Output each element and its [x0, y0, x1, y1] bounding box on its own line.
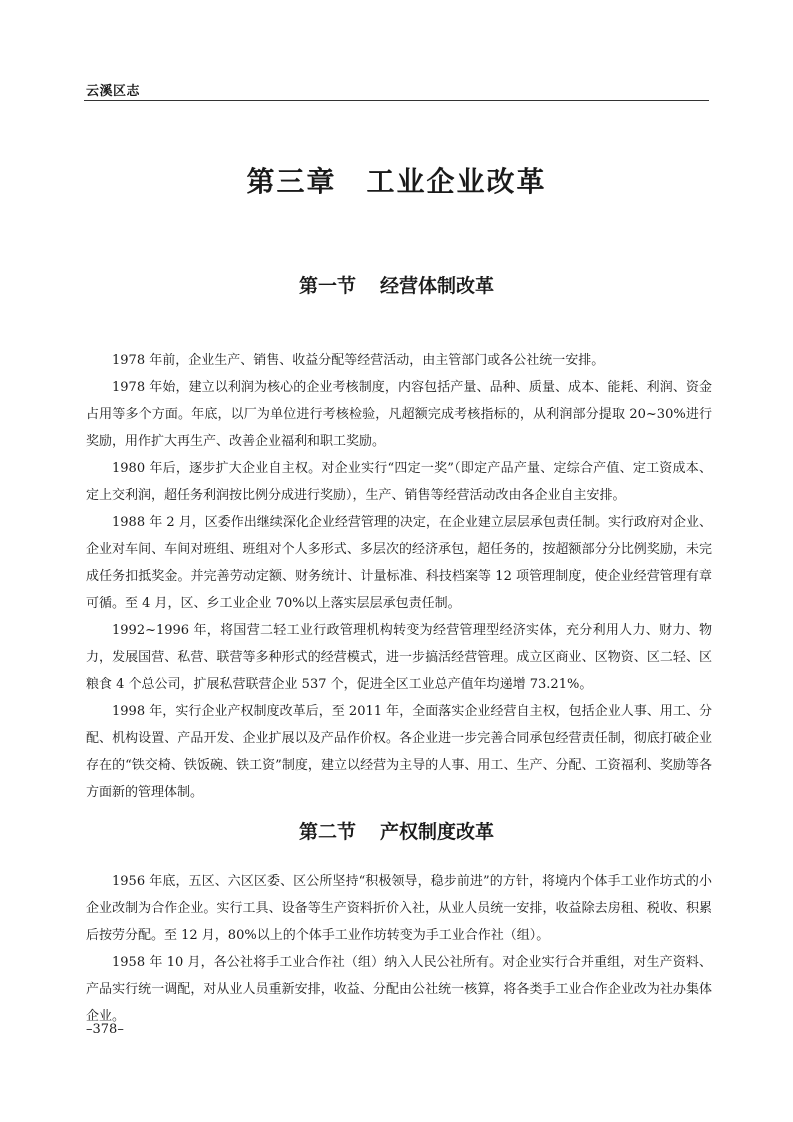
section-body [86, 347, 712, 806]
section-title-text: 产权制度改革 [380, 821, 495, 843]
chapter-title [0, 160, 793, 200]
section-title [0, 817, 793, 844]
chapter-title-text: 工业企业改革 [366, 165, 547, 198]
paragraph: 1980 年后，逐步扩大企业自主权。对企业实行“四定一奖”（即定产品产量、定综合产值、定工资成本、定上交利润，超任务利润按比例分成进行奖励），生产、销售等经营活动改由各企业自主安排。 [86, 461, 712, 503]
chapter-number: 第三章 [246, 165, 337, 198]
paragraph: 1958 年 10 月，各公社将手工业合作社（组）纳入人民公社所有。对企业实行合并重组，对生产资料、产品实行统一调配，对从业人员重新安排，收益、分配由公社统一核算，将各类手工业合作企业改为社办集体企业。 [86, 955, 712, 1024]
paragraph: 1978 年始，建立以利润为核心的企业考核制度，内容包括产量、品种、质量、成本、能耗、利润、资金占用等多个方面。年底，以厂为单位进行考核检验，凡超额完成考核指标的，从利润部分提取 20~30%进行奖励，用作扩大再生产、改善企业福利和职工奖励。 [86, 380, 712, 449]
header-rule [84, 100, 709, 101]
section-title [0, 271, 793, 298]
section-body [86, 868, 712, 1030]
paragraph: 1978 年前，企业生产、销售、收益分配等经营活动，由主管部门或各公社统一安排。 [112, 353, 605, 368]
paragraph: 1992~1996 年，将国营二轻工业行政管理机构转变为经营管理型经济实体，充分利用人力、财力、物力，发展国营、私营、联营等多种形式的经营模式，进一步搞活经营管理。成立区商业、区物资、区二轻、区粮食 4 个总公司，扩展私营联营企业 537 个，促进全区工业总产值年均递增 73.21%。 [86, 623, 712, 692]
section-title-text: 经营体制改革 [380, 275, 495, 297]
running-head: 云溪区志 [86, 84, 141, 99]
page-number: –378– [86, 1022, 124, 1037]
section-number: 第二节 [298, 821, 356, 843]
paragraph: 1988 年 2 月，区委作出继续深化企业经营管理的决定，在企业建立层层承包责任制。实行政府对企业、企业对车间、车间对班组、班组对个人多形式、多层次的经济承包，超任务的，按超额部分分比例奖励，未完成任务扣抵奖金。并完善劳动定额、财务统计、计量标准、科技档案等 12 项管理制度，使企业经营管理有章可循。至 4 月，区、乡工业企业 70%以上落实层层承包责任制。 [86, 515, 712, 611]
section-number: 第一节 [298, 275, 356, 297]
paragraph: 1956 年底，五区、六区区委、区公所坚持“积极领导，稳步前进”的方针，将境内个体手工业作坊式的小企业改制为合作企业。实行工具、设备等生产资料折价入社，从业人员统一安排，收益除去房租、税收、积累后按劳分配。至 12 月，80%以上的个体手工业作坊转变为手工业合作社（组）。 [86, 874, 712, 943]
paragraph: 1998 年，实行企业产权制度改革后，至 2011 年，全面落实企业经营自主权，包括企业人事、用工、分配、机构设置、产品开发、企业扩展以及产品作价权。各企业进一步完善合同承包经营责任制，彻底打破企业存在的“铁交椅、铁饭碗、铁工资”制度，建立以经营为主导的人事、用工、生产、分配、工资福利、奖励等各方面新的管理体制。 [86, 704, 712, 800]
